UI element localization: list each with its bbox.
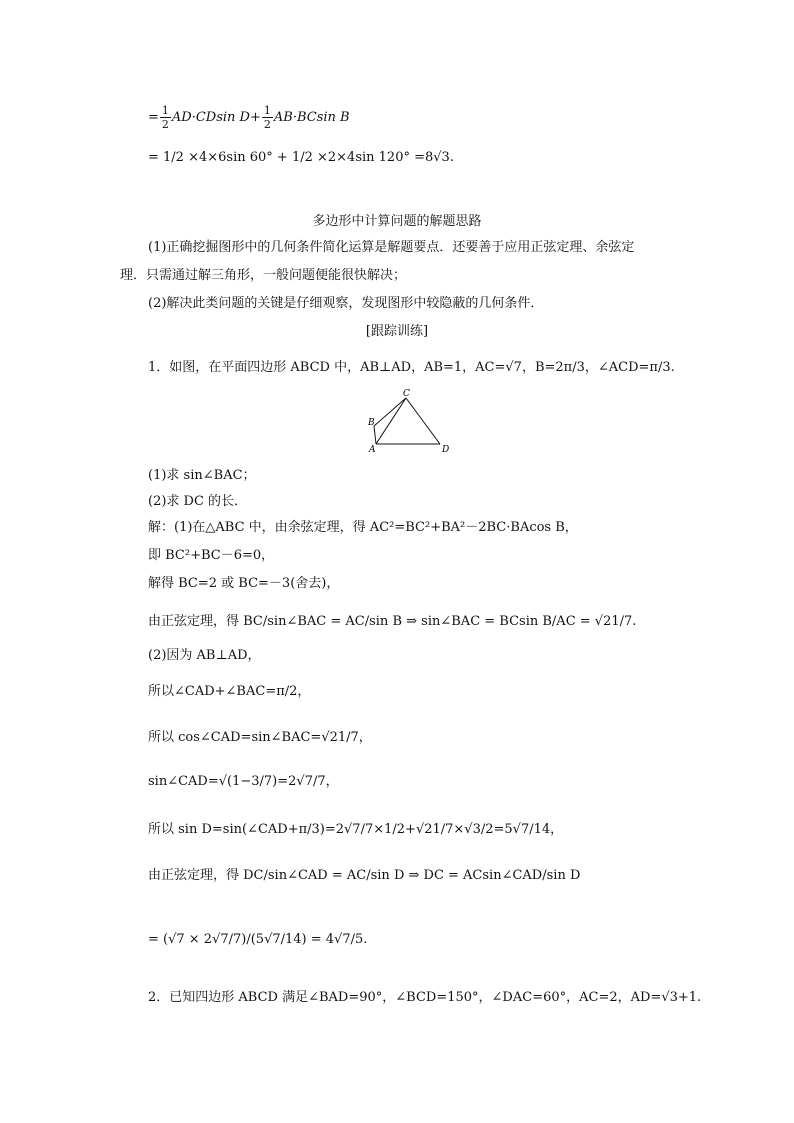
solution-line-9: 所以 sin D=sin(∠CAD+π/3)=2√7/7×1/2+√21/7×√3/2=5√7/14， (148, 822, 564, 837)
label-a: A (369, 445, 376, 455)
solution-line-7: 所以 cos∠CAD=sin∠BAC=√21/7， (148, 730, 372, 745)
question-1-part-2: (2)求 DC 的长． (148, 494, 248, 509)
label-b: B (368, 418, 375, 428)
fraction: $\frac{1}{2}$ (263, 104, 271, 131)
question-1-stem: 1．如图，在平面四边形 ABCD 中，AB⊥AD，AB=1，AC=√7，B=2π/3，∠ACD=π/3. (148, 360, 675, 375)
area-formula-term2: AB·BCsin B (273, 110, 350, 125)
fraction: $\frac{1}{2}$ (161, 104, 169, 131)
solution-line-1: 解：(1)在△ABC 中，由余弦定理，得 AC²=BC²+BA²－2BC·BAcos B， (148, 520, 578, 535)
solution-line-6: 所以∠CAD+∠BAC=π/2， (148, 684, 311, 699)
area-formula-eq: = (148, 110, 159, 125)
solution-line-2: 即 BC²+BC－6=0， (148, 548, 275, 563)
segment-cd (406, 398, 440, 444)
tip-1-line-2: 理．只需通过解三角形，一般问题便能很快解决； (120, 268, 407, 283)
area-result-line: = 1/2 ×4×6sin 60° + 1/2 ×2×4sin 120° =8√3. (148, 150, 454, 165)
question-2-stem: 2．已知四边形 ABCD 满足∠BAD=90°，∠BCD=150°，∠DAC=60°，AC=2，AD=√3+1. (148, 990, 702, 1005)
area-formula-line (148, 104, 350, 131)
tip-1-line-1: (1)正确挖掘图形中的几何条件简化运算是解题要点．还要善于应用正弦定理、余弦定 (148, 240, 635, 255)
segment-ac (376, 398, 406, 444)
solution-line-10: 由正弦定理，得 DC/sin∠CAD = AC/sin D ⇒ DC = ACsin∠CAD/sin D (148, 868, 581, 883)
area-formula-term1: AD·CDsin D+ (171, 110, 261, 125)
segment-ab (374, 426, 376, 444)
label-d: D (442, 445, 450, 455)
label-c: C (403, 389, 410, 399)
solution-line-4: 由正弦定理，得 BC/sin∠BAC = AC/sin B ⇒ sin∠BAC = BCsin B/AC = √21/7. (148, 614, 637, 629)
solution-line-5: (2)因为 AB⊥AD， (148, 648, 261, 663)
solution-line-8: sin∠CAD=√(1−3/7)=2√7/7， (148, 774, 339, 789)
solution-line-11: = (√7 × 2√7/7)/(5√7/14) = 4√7/5. (148, 932, 368, 947)
training-heading: [跟踪训练] (365, 324, 429, 339)
tip-2: (2)解决此类问题的关键是仔细观察，发现图形中较隐蔽的几何条件． (148, 296, 544, 311)
solution-line-3: 解得 BC=2 或 BC=－3(舍去)， (148, 576, 340, 591)
question-1-part-1: (1)求 sin∠BAC； (148, 468, 256, 483)
section-title: 多边形中计算问题的解题思路 (312, 214, 482, 229)
quadrilateral-diagram (360, 388, 460, 458)
